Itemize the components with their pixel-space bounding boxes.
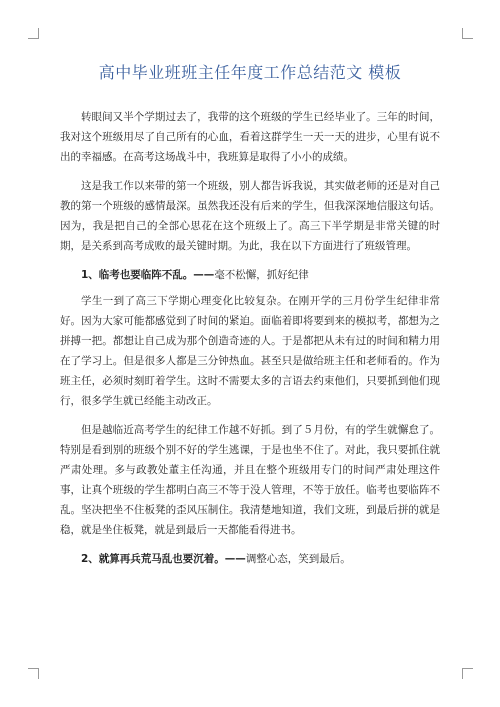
section-1-heading xyxy=(60,265,440,285)
crop-mark-bottom-right xyxy=(462,668,473,679)
crop-mark-top-left xyxy=(28,28,39,39)
section-1-paragraph-2: 但是越临近高考学生的纪律工作越不好抓。到了５月份，有的学生就懈怠了。特别是看到别的班级个别不好的学生逃课，于是也坐不住了。对此，我只要抓住就严肃处理。多与政教处董主任沟通，并且在整个班级用专门的时间严肃处理这件事，让真个班级的学生都明白高三不等于没人管理，不等于放任。临考也要临阵不乱。坚决把坐不住板凳的歪风压制住。我清楚地知道，我们文班，到最后拼的就是稳，就是坐住板凳，就是到最后一天都能看得进书。 xyxy=(60,424,440,536)
crop-mark-bottom-left xyxy=(28,668,39,679)
document-page xyxy=(60,60,440,575)
crop-mark-top-right xyxy=(462,28,473,39)
section-2-heading-text: 2、就算再兵荒马乱也要沉着。—— xyxy=(81,553,246,565)
intro-paragraph-2: 这是我工作以来带的第一个班级，别人都告诉我说，其实做老师的还是对自己教的第一个班级的感情最深。虽然我还没有后来的学生，但我深深地信服这句话。因为，我是把自己的全部心思花在这个班级上了。高三下半学期是非常关键的时期，是关系到高考成败的最关键时期。为此，我在以下方面进行了班级管理。 xyxy=(60,180,440,252)
document-title: 高中毕业班班主任年度工作总结范文 模板 xyxy=(98,63,402,82)
intro-paragraph-1: 转眼间又半个学期过去了，我带的这个班级的学生已经毕业了。三年的时间，我对这个班级用尽了自己所有的心血，看着这群学生一天一天的进步，心里有说不出的幸福感。在高考这场战斗中，我班算是取得了小小的成绩。 xyxy=(60,111,440,163)
section-2-heading xyxy=(60,549,440,569)
section-1-paragraph-1: 学生一到了高三下学期心理变化比较复杂。在刚开学的三月份学生纪律非常好。因为大家可能都感觉到了时间的紧迫。面临着即将要到来的模拟考，都想为之拼搏一把。都想让自己成为那个创造奇迹的人。于是都把从未有过的时间和精力用在了学习上。但是很多人都是三分钟热血。甚至只是做给班主任和老师看的。作为班主任，必须时刻盯着学生。这时不需要太多的言语去约束他们，只要抓到他们现行，很多学生就已经能主动改正。 xyxy=(60,295,440,407)
section-2-subheading: 调整心态，笑到最后。 xyxy=(245,553,351,565)
section-1-subheading: 毫不松懈，抓好纪律 xyxy=(214,269,309,281)
section-1-heading-text: 1、临考也要临阵不乱。—— xyxy=(81,269,215,281)
